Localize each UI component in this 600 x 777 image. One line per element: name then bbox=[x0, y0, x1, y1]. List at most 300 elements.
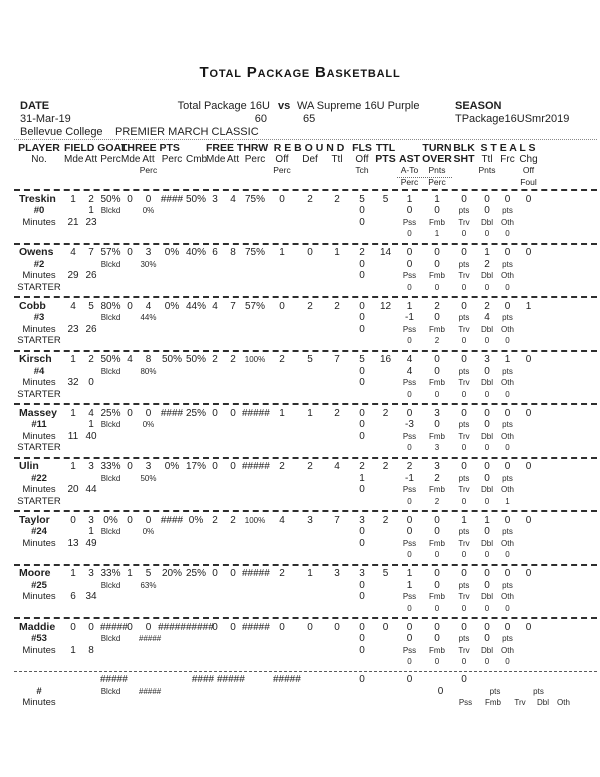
stat-cell: 3 bbox=[145, 461, 152, 473]
stat-cell: 4 bbox=[212, 300, 218, 312]
stat-cell: ##### bbox=[100, 621, 128, 633]
stat-cell: Oth bbox=[501, 538, 514, 548]
player-stat-subrow bbox=[14, 484, 597, 496]
player-stat-subrow bbox=[14, 217, 597, 229]
stat-cell: #### bbox=[191, 674, 215, 686]
stat-cell: Dbl bbox=[480, 324, 493, 334]
player-name: Kirsch bbox=[19, 353, 52, 366]
stat-cell: 0 bbox=[461, 193, 467, 205]
player-number: # bbox=[36, 685, 42, 697]
stat-cell: 0 bbox=[484, 365, 490, 377]
stat-cell: 0 bbox=[484, 621, 490, 633]
stat-cell: 0 bbox=[359, 621, 365, 633]
stat-cell: 1 bbox=[434, 229, 440, 239]
player-number: #4 bbox=[33, 365, 45, 377]
stat-cell: 1 bbox=[504, 354, 511, 366]
stat-cell: 50% bbox=[161, 354, 182, 366]
stat-cell: 0 bbox=[145, 621, 152, 633]
stat-cell: 1 bbox=[70, 461, 76, 473]
stat-cell: 0 bbox=[407, 229, 412, 239]
row-label: STARTER bbox=[17, 495, 61, 507]
stat-cell: 21 bbox=[67, 216, 79, 228]
stat-cell: 0 bbox=[359, 377, 365, 389]
stat-cell: 0 bbox=[505, 443, 510, 453]
stat-cell: 50% bbox=[100, 193, 121, 205]
stat-cell: 1 bbox=[461, 514, 467, 526]
stat-cell: 14 bbox=[379, 247, 392, 259]
player-stat-subrow bbox=[14, 473, 597, 485]
stat-cell: Pss bbox=[402, 431, 417, 441]
stat-cell: 0 bbox=[434, 354, 440, 366]
player-stat-row bbox=[14, 194, 597, 206]
stat-cell: Blckd bbox=[100, 313, 121, 323]
stat-cell: Oth bbox=[501, 485, 514, 495]
player-stat-subrow bbox=[14, 270, 597, 282]
stat-cell: Blckd bbox=[100, 420, 121, 430]
stat-cell: 0 bbox=[484, 419, 490, 431]
player-stat-row bbox=[14, 515, 597, 527]
stat-cell: Pss bbox=[402, 271, 417, 281]
stat-cell: 0 bbox=[359, 537, 365, 549]
stat-cell: 2 bbox=[307, 461, 313, 473]
stat-cell: ##### bbox=[186, 621, 214, 633]
stat-cell: 0 bbox=[504, 514, 511, 526]
stat-cell: 0 bbox=[484, 461, 490, 473]
col-field-goal: FIELD GOAL bbox=[64, 142, 128, 154]
stat-cell: pts bbox=[502, 527, 513, 537]
header-row-3 bbox=[14, 165, 597, 176]
col-over: OVER bbox=[422, 153, 452, 165]
stat-cell: 2 bbox=[334, 193, 340, 205]
col-blocks: BLK bbox=[453, 142, 475, 154]
stat-cell: 0% bbox=[164, 247, 180, 259]
stat-cell: Trv bbox=[458, 271, 470, 281]
stat-cell: 0 bbox=[525, 621, 532, 633]
stat-cell: 0 bbox=[359, 205, 365, 217]
stat-cell: 30% bbox=[140, 259, 157, 269]
stat-cell: 0% bbox=[103, 514, 118, 526]
stat-cell: 0 bbox=[230, 407, 236, 419]
col-total: TTL bbox=[375, 142, 396, 154]
stat-cell: 0 bbox=[127, 247, 133, 259]
stat-cell: 44% bbox=[186, 300, 207, 312]
stat-cell: 1 bbox=[359, 472, 365, 484]
stat-cell: 33% bbox=[100, 461, 121, 473]
stat-cell: 0 bbox=[406, 407, 413, 419]
stat-cell: pts bbox=[458, 206, 470, 216]
stat-cell: 29 bbox=[67, 270, 79, 282]
col-ast-perc: Perc bbox=[400, 177, 419, 187]
stat-cell: 25% bbox=[186, 568, 207, 580]
player-stat-subrow bbox=[14, 312, 597, 324]
stat-cell: pts bbox=[458, 634, 470, 644]
row-label: Minutes bbox=[22, 377, 56, 389]
stat-cell: 0 bbox=[434, 579, 440, 591]
stat-cell: 0 bbox=[434, 258, 440, 270]
event-name: PREMIER MARCH CLASSIC bbox=[115, 126, 259, 138]
stat-cell: Fmb bbox=[429, 271, 445, 281]
stat-cell: 0 bbox=[525, 193, 532, 205]
col-ast: AST bbox=[399, 153, 420, 165]
table-header bbox=[14, 140, 597, 189]
col-ft-made: Mde bbox=[206, 154, 226, 165]
stat-cell: 0 bbox=[279, 193, 285, 205]
stat-cell: Blckd bbox=[100, 366, 121, 376]
stat-cell: 5 bbox=[359, 354, 365, 366]
stat-cell: 0 bbox=[406, 633, 413, 645]
player-stat-row bbox=[14, 674, 597, 686]
stat-cell: 100% bbox=[244, 355, 266, 365]
stat-cell: 0 bbox=[406, 514, 413, 526]
stat-cell: 23 bbox=[85, 216, 97, 228]
stat-cell: Dbl bbox=[480, 378, 493, 388]
stat-cell: 0 bbox=[484, 205, 490, 217]
col-chg-off: Off bbox=[522, 165, 535, 175]
stat-cell: 0 bbox=[359, 216, 365, 228]
player-stat-subrow bbox=[14, 526, 597, 538]
player-block bbox=[14, 189, 597, 243]
stat-cell: Trv bbox=[458, 378, 470, 388]
stat-cell: 4 bbox=[70, 247, 76, 259]
stat-cell: Blckd bbox=[100, 259, 121, 269]
row-label: STARTER bbox=[17, 335, 61, 347]
stat-cell: 0 bbox=[434, 621, 440, 633]
stat-cell: pts bbox=[502, 313, 513, 323]
row-label: Minutes bbox=[22, 537, 56, 549]
stat-cell: 0 bbox=[145, 193, 152, 205]
stat-cell: 50% bbox=[186, 193, 207, 205]
stat-cell: 5 bbox=[307, 354, 313, 366]
stat-cell: 0 bbox=[127, 621, 133, 633]
stat-cell: 0 bbox=[407, 282, 412, 292]
player-stat-subrow bbox=[14, 656, 597, 668]
stat-cell: 2 bbox=[307, 193, 313, 205]
stat-cell: Trv bbox=[458, 645, 470, 655]
col-fg-made: Mde bbox=[64, 154, 84, 165]
col-fg-perc: Perc bbox=[100, 154, 121, 165]
stat-cell: 2 bbox=[88, 354, 94, 366]
col-number: No. bbox=[31, 154, 47, 165]
col-3p-att-perc: Perc bbox=[139, 165, 158, 175]
player-block bbox=[14, 457, 597, 511]
stat-cell: 1 bbox=[406, 568, 413, 580]
row-label: STARTER bbox=[17, 442, 61, 454]
stat-cell: ##### bbox=[139, 634, 162, 644]
stat-cell: 2 bbox=[334, 407, 340, 419]
col-chg: Chg bbox=[519, 154, 538, 165]
col-ast-a-to: A-To bbox=[400, 165, 419, 175]
player-block bbox=[14, 350, 597, 404]
stat-cell: 0 bbox=[461, 568, 467, 580]
player-number: #11 bbox=[31, 419, 47, 431]
stat-cell: Trv bbox=[458, 431, 470, 441]
venue: Bellevue College bbox=[20, 126, 103, 138]
stat-cell: pts bbox=[458, 473, 470, 483]
stat-cell: 0 bbox=[359, 591, 365, 603]
stat-cell: Fmb bbox=[485, 698, 501, 708]
stat-cell: 2 bbox=[484, 258, 490, 270]
stat-cell: 6 bbox=[212, 247, 218, 259]
header-dotted-underline bbox=[397, 176, 452, 178]
player-name: Owens bbox=[19, 246, 54, 259]
stat-cell: 1 bbox=[505, 496, 510, 506]
stat-cell: 2 bbox=[359, 247, 365, 259]
stat-cell: pts bbox=[458, 420, 470, 430]
stat-cell: #### bbox=[160, 407, 184, 419]
stat-cell: 32 bbox=[67, 377, 79, 389]
stat-cell: pts bbox=[502, 634, 513, 644]
row-label: STARTER bbox=[17, 388, 61, 400]
stat-cell: 0 bbox=[279, 621, 285, 633]
player-name: Maddie bbox=[19, 620, 56, 633]
stat-cell: 3 bbox=[434, 461, 440, 473]
stat-cell: 0 bbox=[484, 633, 490, 645]
stat-cell: 1 bbox=[88, 419, 94, 431]
col-reb-off: Off bbox=[275, 154, 289, 165]
stat-cell: 0 bbox=[212, 461, 218, 473]
stat-cell: 0 bbox=[359, 323, 365, 335]
stat-cell: 80% bbox=[140, 366, 157, 376]
stat-cell: 4 bbox=[70, 300, 76, 312]
stat-cell: Blckd bbox=[100, 206, 121, 216]
stat-cell: 0% bbox=[188, 514, 204, 526]
col-3p-perc: Perc bbox=[161, 154, 183, 165]
stats-rows bbox=[14, 189, 597, 712]
stat-cell: Oth bbox=[501, 217, 514, 227]
col-fls-tch: Tch bbox=[355, 165, 369, 175]
stat-cell: ##### bbox=[242, 568, 270, 580]
player-stat-row bbox=[14, 354, 597, 366]
stat-cell: 7 bbox=[334, 354, 340, 366]
stat-cell: 0 bbox=[461, 550, 467, 560]
stat-cell: 0 bbox=[461, 496, 467, 506]
stat-cell: 0% bbox=[142, 527, 155, 537]
player-number: #3 bbox=[33, 312, 45, 324]
stat-cell: 3 bbox=[88, 514, 94, 526]
stat-cell: 44 bbox=[85, 484, 97, 496]
stat-cell: Pss bbox=[402, 217, 417, 227]
stat-cell: ##### bbox=[100, 674, 128, 686]
stat-cell: 7 bbox=[230, 300, 236, 312]
stat-cell: 1 bbox=[70, 568, 76, 580]
stat-cell: ##### bbox=[139, 686, 162, 696]
stat-cell: 1 bbox=[88, 205, 94, 217]
stat-cell: ##### bbox=[242, 407, 270, 419]
stat-cell: Fmb bbox=[429, 324, 445, 334]
player-stat-subrow bbox=[14, 603, 597, 615]
stat-cell: 2 bbox=[484, 300, 490, 312]
stat-cell: Blckd bbox=[100, 473, 121, 483]
row-label: Minutes bbox=[22, 591, 56, 603]
stat-cell: 0 bbox=[70, 514, 76, 526]
stat-cell: 6 bbox=[70, 591, 76, 603]
stat-cell: 0 bbox=[505, 657, 510, 667]
stat-cell: 2 bbox=[406, 461, 413, 473]
stat-cell: 0 bbox=[505, 282, 510, 292]
stat-cell: 3 bbox=[434, 407, 440, 419]
stat-cell: 3 bbox=[334, 568, 340, 580]
player-name: Cobb bbox=[19, 299, 46, 312]
stat-cell: 1 bbox=[434, 193, 440, 205]
col-reb-ttl: Ttl bbox=[331, 154, 343, 165]
stat-cell: Fmb bbox=[429, 378, 445, 388]
row-label: Minutes bbox=[22, 323, 56, 335]
stat-cell: 8 bbox=[88, 644, 94, 656]
player-stat-subrow bbox=[14, 645, 597, 657]
stat-cell: 3 bbox=[359, 514, 365, 526]
player-block bbox=[14, 510, 597, 564]
stat-cell: 0 bbox=[359, 674, 365, 686]
stat-cell: 0 bbox=[127, 461, 133, 473]
stat-cell: 33% bbox=[100, 568, 121, 580]
stat-cell: Oth bbox=[501, 271, 514, 281]
stat-cell: 0 bbox=[461, 336, 467, 346]
stat-cell: 0 bbox=[434, 603, 440, 613]
stat-cell: 0 bbox=[504, 300, 511, 312]
away-score: 65 bbox=[303, 113, 316, 125]
stat-cell: -3 bbox=[405, 419, 414, 431]
player-number: #53 bbox=[31, 633, 47, 645]
stat-cell: 0 bbox=[212, 621, 218, 633]
stat-cell: pts bbox=[458, 366, 470, 376]
player-stat-subrow bbox=[14, 580, 597, 592]
stat-cell: 0 bbox=[434, 526, 440, 538]
stat-cell: 2 bbox=[434, 300, 440, 312]
stat-cell: 44% bbox=[140, 313, 157, 323]
player-stat-subrow bbox=[14, 335, 597, 347]
stat-cell: 0 bbox=[407, 550, 412, 560]
stat-cell: 0 bbox=[484, 443, 490, 453]
stat-cell: 3 bbox=[88, 461, 94, 473]
stat-cell: 0 bbox=[461, 407, 467, 419]
stat-cell: 1 bbox=[307, 407, 313, 419]
stat-cell: 100% bbox=[244, 515, 266, 525]
stat-cell: 1 bbox=[334, 247, 340, 259]
player-stat-subrow bbox=[14, 686, 597, 698]
stat-cell: 0% bbox=[142, 206, 155, 216]
stat-cell: 2 bbox=[230, 514, 236, 526]
col-ft-att: Att bbox=[226, 154, 240, 165]
stat-cell: 0 bbox=[406, 674, 413, 686]
stat-cell: 1 bbox=[88, 526, 94, 538]
stat-cell: 0 bbox=[484, 568, 490, 580]
stat-cell: 0 bbox=[484, 603, 490, 613]
col-to-perc: Perc bbox=[428, 177, 446, 187]
player-name: Ulin bbox=[19, 460, 39, 473]
stat-cell: Dbl bbox=[480, 431, 493, 441]
stat-cell: 0 bbox=[434, 657, 440, 667]
col-3p-made: Mde bbox=[121, 154, 141, 165]
player-stat-row bbox=[14, 408, 597, 420]
stat-cell: 0 bbox=[434, 247, 440, 259]
stat-cell: 12 bbox=[379, 300, 392, 312]
stat-cell: 0 bbox=[434, 419, 440, 431]
stat-cell: 0 bbox=[525, 247, 532, 259]
player-stat-subrow bbox=[14, 633, 597, 645]
stat-cell: 0 bbox=[359, 430, 365, 442]
player-stat-subrow bbox=[14, 431, 597, 443]
stat-cell: 23 bbox=[67, 323, 79, 335]
col-fg-att: Att bbox=[84, 154, 98, 165]
stat-cell: 5 bbox=[382, 568, 389, 580]
stat-cell: 0 bbox=[504, 461, 511, 473]
stat-cell: 0 bbox=[505, 389, 510, 399]
col-stl-frc: Frc bbox=[500, 154, 515, 165]
stat-cell: 4 bbox=[334, 461, 340, 473]
stat-cell: pts bbox=[502, 259, 513, 269]
stat-cell: 34 bbox=[85, 591, 97, 603]
stat-cell: 0 bbox=[484, 657, 490, 667]
stat-cell: 0 bbox=[504, 568, 511, 580]
col-3p-cmb: Cmb bbox=[186, 154, 208, 165]
stat-cell: 2 bbox=[359, 461, 365, 473]
stat-cell: 0 bbox=[359, 312, 365, 324]
stat-cell: 0 bbox=[359, 579, 365, 591]
stat-cell: 3 bbox=[212, 193, 218, 205]
col-to-pnts: Pnts bbox=[428, 165, 446, 175]
stat-cell: Fmb bbox=[429, 538, 445, 548]
player-stat-subrow bbox=[14, 549, 597, 561]
stat-cell: 0 bbox=[434, 282, 440, 292]
stat-cell: 7 bbox=[88, 247, 94, 259]
stat-cell: Oth bbox=[501, 324, 514, 334]
stat-cell: 0 bbox=[484, 407, 490, 419]
stat-cell: Fmb bbox=[429, 485, 445, 495]
player-stat-subrow bbox=[14, 419, 597, 431]
stat-cell: 0 bbox=[127, 300, 133, 312]
stat-cell: 4 bbox=[127, 354, 133, 366]
stat-cell: 0 bbox=[484, 229, 490, 239]
stat-cell: #### bbox=[160, 193, 184, 205]
col-turn: TURN bbox=[422, 142, 452, 154]
stat-cell: 1 bbox=[484, 247, 490, 259]
home-team: Total Package 16U bbox=[177, 100, 270, 112]
stat-cell: pts bbox=[502, 366, 513, 376]
stat-cell: 1 bbox=[70, 193, 76, 205]
stat-cell: 0 bbox=[334, 621, 340, 633]
player-block bbox=[14, 564, 597, 618]
stat-cell: 1 bbox=[307, 568, 313, 580]
stat-cell: Oth bbox=[501, 645, 514, 655]
col-rebound: R E B O U N D bbox=[273, 142, 345, 154]
stat-cell: 0 bbox=[359, 365, 365, 377]
player-stat-subrow bbox=[14, 496, 597, 508]
stat-cell: 75% bbox=[244, 193, 265, 205]
stat-cell: 0 bbox=[504, 193, 511, 205]
stat-cell: 0 bbox=[505, 336, 510, 346]
player-name: Taylor bbox=[19, 513, 50, 526]
stat-cell: 4 bbox=[145, 300, 152, 312]
stat-cell: Dbl bbox=[536, 698, 549, 708]
player-block bbox=[14, 296, 597, 350]
game-date: 31-Mar-19 bbox=[20, 113, 71, 125]
stat-cell: 20 bbox=[67, 484, 79, 496]
stat-cell: 1 bbox=[484, 514, 490, 526]
stat-cell: Fmb bbox=[429, 431, 445, 441]
stat-cell: 0 bbox=[525, 354, 532, 366]
header-row-1 bbox=[14, 143, 597, 154]
stat-cell: 5 bbox=[359, 193, 365, 205]
stat-cell: 4 bbox=[279, 514, 285, 526]
stat-cell: Pss bbox=[402, 592, 417, 602]
stat-cell: 0 bbox=[406, 205, 413, 217]
stat-cell: Dbl bbox=[480, 217, 493, 227]
stat-cell: 0 bbox=[382, 621, 389, 633]
stat-cell: 2 bbox=[212, 354, 218, 366]
stat-cell: 0 bbox=[212, 568, 218, 580]
stat-cell: 2 bbox=[307, 300, 313, 312]
col-fouls: FLS bbox=[352, 142, 372, 154]
